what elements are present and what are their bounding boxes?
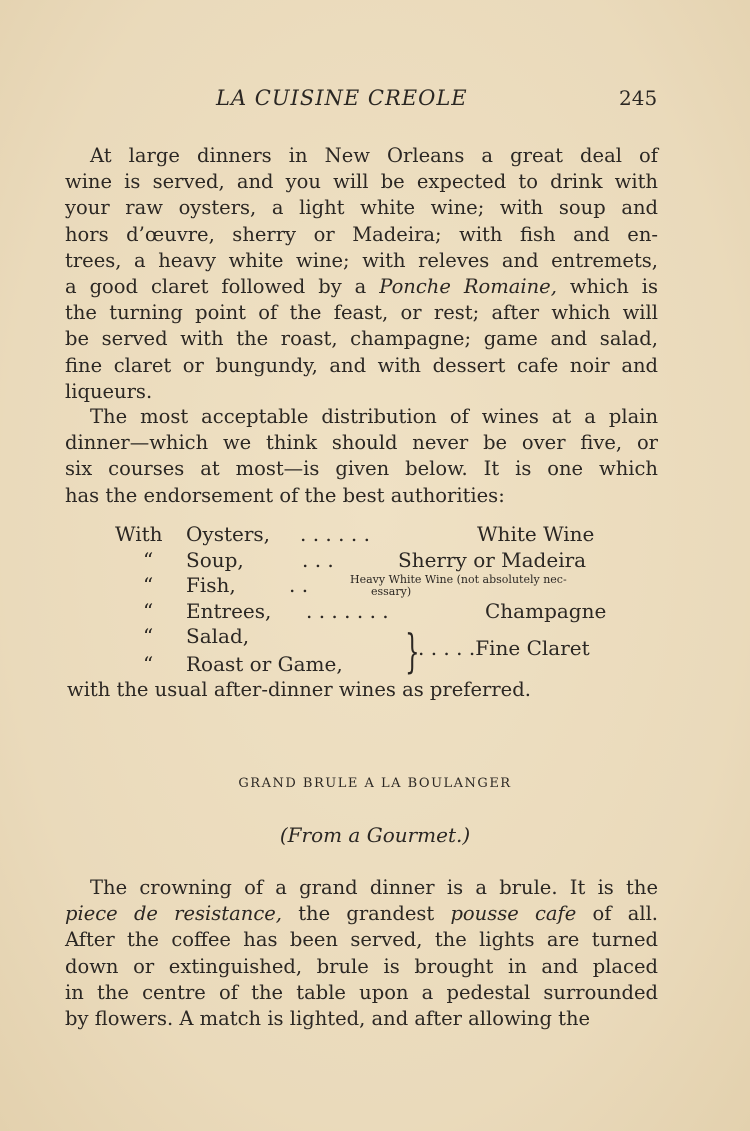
wine-name: Fine Claret bbox=[475, 636, 590, 660]
text-line: down or extinguished, brule is brought in and placed bbox=[65, 954, 658, 978]
leader-dots: . . . . . . . bbox=[306, 599, 389, 623]
course-name: Salad, bbox=[186, 624, 250, 648]
wine-name: Sherry or Madeira bbox=[398, 548, 587, 572]
text-line: be served with the roast, champagne; game and salad, bbox=[65, 327, 658, 351]
wine-name: Heavy White Wine (not absolutely nec- bbox=[350, 573, 567, 586]
recipe-source-text: (From a Gourmet.) bbox=[279, 823, 471, 847]
course-name: Roast or Game, bbox=[186, 652, 343, 676]
course-name: Entrees, bbox=[186, 599, 272, 623]
text-line: At large dinners in New Orleans a great deal of bbox=[90, 144, 658, 167]
recipe-title: GRAND BRULE A LA BOULANGER bbox=[238, 776, 512, 791]
text-line: fine claret or bungundy, and with dessert cafe noir and bbox=[65, 353, 658, 377]
wine-name: Champagne bbox=[485, 599, 607, 623]
leader-dots: . . . bbox=[302, 548, 334, 572]
ditto-prefix: “ bbox=[143, 624, 154, 648]
leader-dots: . . bbox=[289, 573, 309, 597]
text-line: has the endorsement of the best authorities: bbox=[65, 483, 505, 507]
text-line: a good claret followed by a Ponche Romaine, which is bbox=[65, 275, 659, 298]
text-line: hors d’œuvre, sherry or Madeira; with fish and en- bbox=[65, 222, 658, 246]
course-name: Fish, bbox=[186, 573, 236, 597]
ditto-prefix: “ bbox=[143, 573, 154, 597]
text-line: six courses at most—is given below. It is one which bbox=[65, 457, 658, 481]
text-line: by flowers. A match is lighted, and after allowing the bbox=[65, 1007, 591, 1030]
wine-name-cont: essary) bbox=[371, 585, 412, 598]
text-line: piece de resistance, the grandest pousse cafe of all. bbox=[65, 902, 659, 926]
running-title: LA CUISINE CREOLE bbox=[216, 86, 468, 110]
ditto-prefix: “ bbox=[143, 652, 154, 676]
after-table-text: with the usual after-dinner wines as preferred. bbox=[67, 678, 531, 701]
ditto-prefix: “ bbox=[143, 599, 154, 623]
text-line: your raw oysters, a light white wine; with soup and bbox=[65, 196, 658, 220]
text-line: After the coffee has been served, the lights are turned bbox=[65, 928, 658, 952]
course-name: Soup, bbox=[186, 548, 244, 572]
shared-wine bbox=[418, 635, 590, 661]
leader-dots: . . . . . . bbox=[300, 522, 370, 546]
page-number: 245 bbox=[619, 86, 658, 110]
text-line: the turning point of the feast, or rest; after which will bbox=[65, 301, 658, 325]
text-line: liqueurs. bbox=[65, 379, 153, 403]
leader-dots: . . . . . bbox=[418, 636, 476, 660]
text-line: trees, a heavy white wine; with releves and entremets, bbox=[65, 248, 658, 272]
text-line: The crowning of a grand dinner is a brule. It is the bbox=[90, 876, 658, 899]
course-name: Oysters, bbox=[186, 522, 271, 546]
text-line: dinner—which we think should never be over five, or bbox=[65, 431, 658, 455]
wine-name: White Wine bbox=[477, 522, 595, 546]
ditto-prefix: “ bbox=[143, 548, 154, 572]
text-line: wine is served, and you will be expected to drink with bbox=[65, 170, 658, 194]
page-header bbox=[0, 86, 750, 116]
ditto-prefix: With bbox=[115, 522, 163, 546]
brace: } bbox=[405, 624, 420, 678]
text-line: The most acceptable distribution of wines at a plain bbox=[90, 405, 658, 428]
recipe-source bbox=[0, 823, 750, 847]
text-line: in the centre of the table upon a pedestal surrounded bbox=[65, 980, 658, 1004]
